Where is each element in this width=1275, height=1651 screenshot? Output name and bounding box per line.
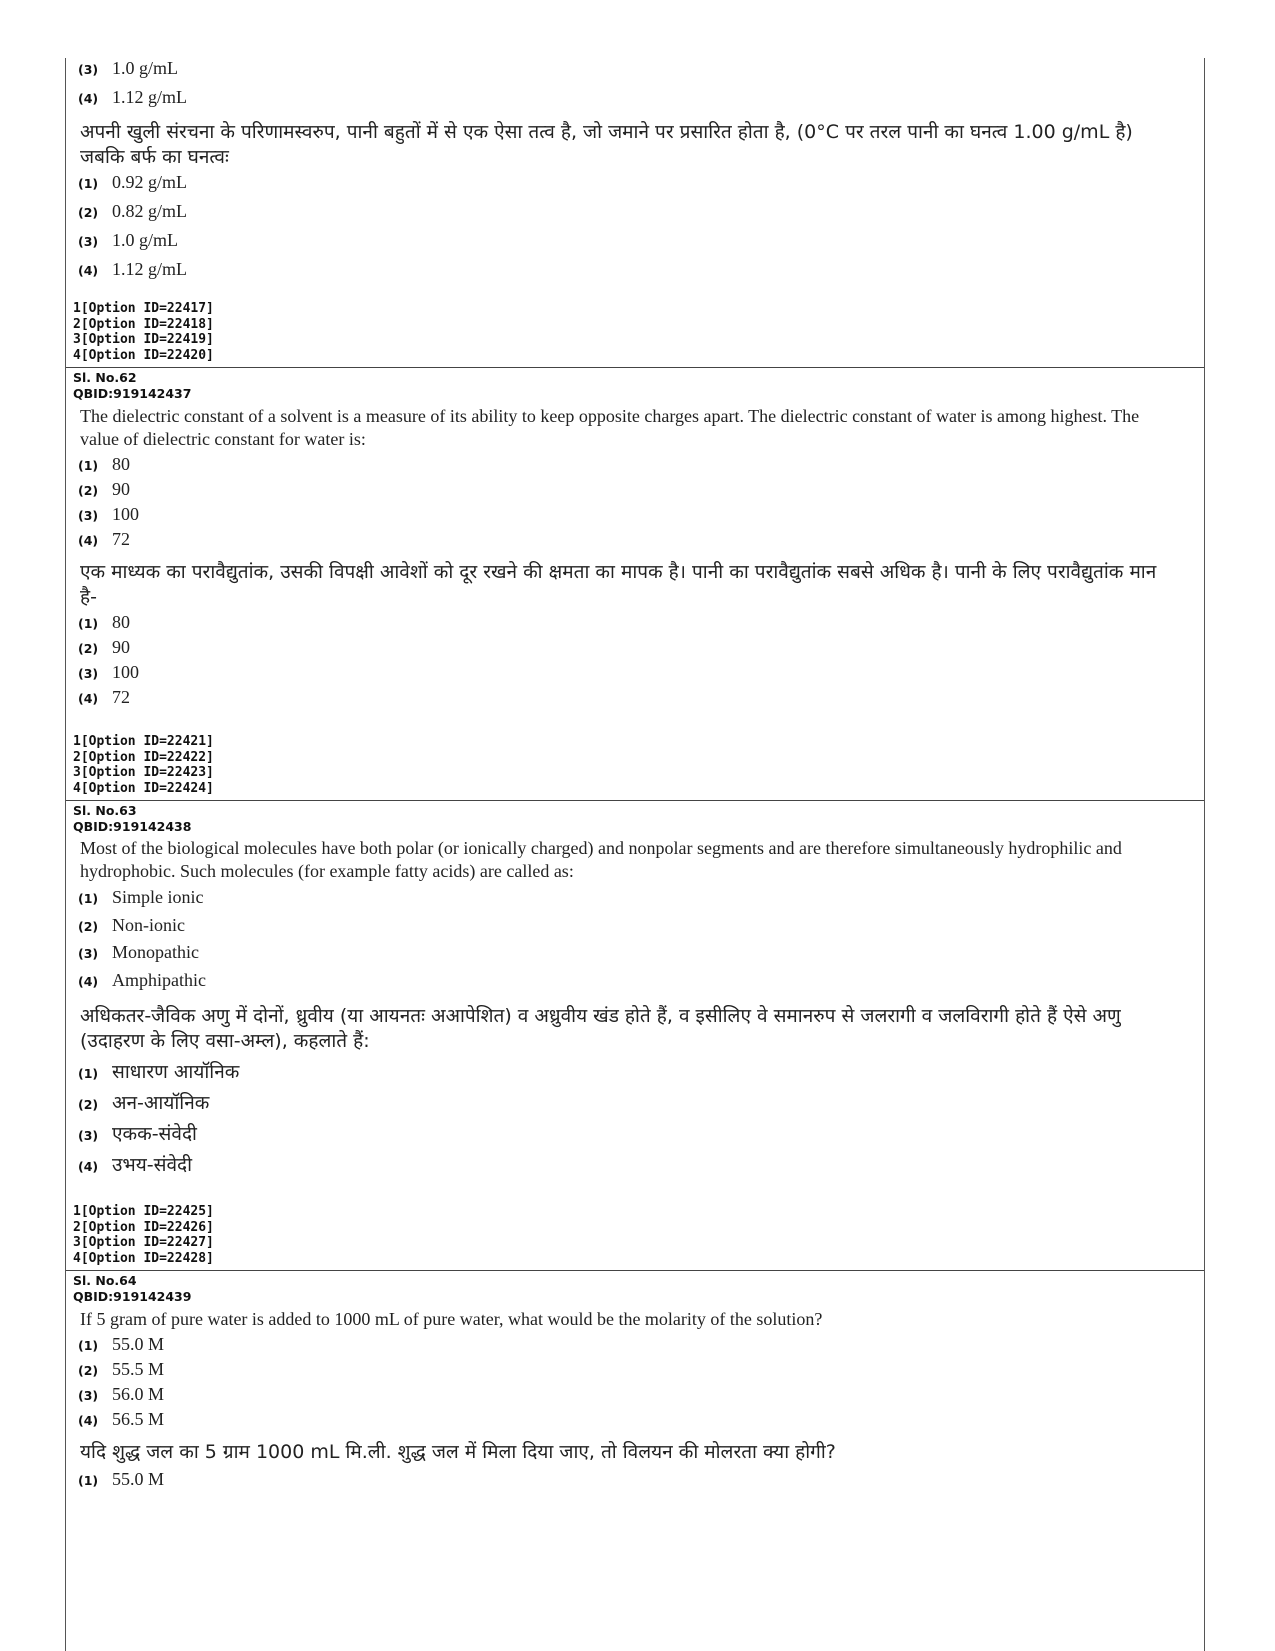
option-hi-2 xyxy=(78,1089,1204,1120)
option-hi-4 xyxy=(78,259,1204,288)
option-en-4 xyxy=(78,1409,1204,1434)
option-en-1 xyxy=(78,1334,1204,1359)
option-text: अन-आयॉनिक xyxy=(112,1092,210,1114)
option-number: (3) xyxy=(78,62,99,77)
option-text: 56.0 M xyxy=(112,1384,165,1404)
option-number: (1) xyxy=(78,1066,99,1081)
option-id-list xyxy=(73,301,1204,363)
option-en-2 xyxy=(78,479,1204,504)
serial-number: Sl. No.63 xyxy=(73,803,137,818)
question-text-hindi: यदि शुद्ध जल का 5 ग्राम 1000 mL मि.ली. शुद्ध जल में मिला दिया जाए, तो विलयन की मोलरता क्या होगी? xyxy=(80,1441,836,1463)
option-number: (3) xyxy=(78,1388,99,1403)
option-text: Non-ionic xyxy=(112,915,185,935)
option-hi-1 xyxy=(78,1058,1204,1089)
option-number: (3) xyxy=(78,508,99,523)
option-hi-4 xyxy=(78,687,1204,712)
option-text: 1.12 g/mL xyxy=(112,259,187,279)
option-hi-4 xyxy=(78,1151,1204,1182)
option-en-3 xyxy=(78,58,1204,87)
option-id: 2[Option ID=22426] xyxy=(73,1219,214,1235)
question-separator xyxy=(66,800,1204,801)
question-61-tail xyxy=(66,58,1204,288)
option-number: (2) xyxy=(78,1097,99,1112)
option-en-2 xyxy=(78,1359,1204,1384)
option-text: 1.12 g/mL xyxy=(112,87,187,107)
question-64 xyxy=(66,1273,1204,1495)
option-id: 4[Option ID=22420] xyxy=(73,347,214,363)
option-number: (4) xyxy=(78,974,99,989)
option-text: साधारण आयॉनिक xyxy=(112,1061,240,1083)
option-number: (2) xyxy=(78,919,99,934)
option-number: (1) xyxy=(78,616,99,631)
option-number: (4) xyxy=(78,1413,99,1428)
option-id: 4[Option ID=22428] xyxy=(73,1250,214,1266)
question-text-english: If 5 gram of pure water is added to 1000 mL of pure water, what would be the molarity of the solution? xyxy=(80,1309,823,1329)
option-text: 100 xyxy=(112,504,139,524)
serial-number: Sl. No.64 xyxy=(73,1273,137,1288)
option-text: 90 xyxy=(112,479,130,499)
option-id: 4[Option ID=22424] xyxy=(73,780,214,796)
option-number: (2) xyxy=(78,1363,99,1378)
option-en-4 xyxy=(78,970,1204,998)
option-number: (4) xyxy=(78,263,99,278)
option-en-3 xyxy=(78,1384,1204,1409)
question-bank-id: QBID:919142437 xyxy=(73,386,192,401)
option-number: (4) xyxy=(78,91,99,106)
option-text: 56.5 M xyxy=(112,1409,165,1429)
option-text: 0.92 g/mL xyxy=(112,172,187,192)
option-text: 72 xyxy=(112,529,130,549)
question-paper-frame xyxy=(65,58,1205,1651)
serial-number: Sl. No.62 xyxy=(73,370,137,385)
option-number: (3) xyxy=(78,946,99,961)
question-text-hindi: एक माध्यक का परावैद्युतांक, उसकी विपक्षी आवेशों को दूर रखने की क्षमता का मापक है। पानी का परावैद्युतांक सबसे अधिक है। पानी के लिए परावैद्युतांक मान है- xyxy=(80,561,1157,608)
option-number: (1) xyxy=(78,458,99,473)
option-number: (2) xyxy=(78,641,99,656)
option-en-1 xyxy=(78,454,1204,479)
option-text: 72 xyxy=(112,687,130,707)
option-number: (3) xyxy=(78,1128,99,1143)
option-id: 3[Option ID=22423] xyxy=(73,765,214,780)
option-id: 2[Option ID=22422] xyxy=(73,749,214,765)
option-id-list xyxy=(73,734,1204,796)
option-hi-3 xyxy=(78,230,1204,259)
option-text: 55.0 M xyxy=(112,1469,165,1489)
option-hi-1 xyxy=(78,612,1204,637)
option-text: 55.5 M xyxy=(112,1359,165,1379)
option-id: 3[Option ID=22419] xyxy=(73,332,214,347)
question-separator xyxy=(66,367,1204,368)
option-text: उभय-संवेदी xyxy=(112,1154,193,1176)
question-62 xyxy=(66,370,1204,712)
question-bank-id: QBID:919142438 xyxy=(73,819,192,834)
option-hi-1 xyxy=(78,172,1204,201)
option-text: 1.0 g/mL xyxy=(112,230,178,250)
question-separator xyxy=(66,1270,1204,1271)
option-number: (2) xyxy=(78,205,99,220)
option-number: (4) xyxy=(78,533,99,548)
question-text-hindi: अपनी खुली संरचना के परिणामस्वरुप, पानी बहुतों में से एक ऐसा तत्व है, जो जमाने पर प्रसारित होता है, (0°C पर तरल पानी का घनत्व 1.00 g/mL है) जबकि बर्फ का घनत्वः xyxy=(80,121,1133,168)
option-id: 1[Option ID=22417] xyxy=(73,301,214,316)
question-text-english: The dielectric constant of a solvent is a measure of its ability to keep opposite charges apart. The dielectric constant of water is among highest. The value of dielectric constant for water is: xyxy=(80,406,1140,449)
option-text: Monopathic xyxy=(112,942,199,962)
option-en-3 xyxy=(78,942,1204,970)
option-number: (3) xyxy=(78,666,99,681)
option-text: 90 xyxy=(112,637,130,657)
option-en-3 xyxy=(78,504,1204,529)
option-hi-3 xyxy=(78,662,1204,687)
option-text: 80 xyxy=(112,612,130,632)
option-text: 55.0 M xyxy=(112,1334,165,1354)
option-text: 80 xyxy=(112,454,130,474)
question-text-hindi: अधिकतर-जैविक अणु में दोनों, ध्रुवीय (या आयनतः अआपेशित) व अध्रुवीय खंड होते हैं, व इसीलिए वे समानरुप से जलरागी व जलविरागी होते हैं ऐसे अणु (उदाहरण के लिए वसा-अम्ल), कहलाते हैं: xyxy=(80,1005,1121,1052)
option-id-list xyxy=(73,1204,1204,1266)
option-number: (2) xyxy=(78,483,99,498)
option-number: (1) xyxy=(78,891,99,906)
option-text: 0.82 g/mL xyxy=(112,201,187,221)
question-bank-id: QBID:919142439 xyxy=(73,1289,192,1304)
option-hi-1 xyxy=(78,1469,1204,1495)
option-text: Amphipathic xyxy=(112,970,206,990)
option-id: 1[Option ID=22421] xyxy=(73,734,214,749)
option-number: (1) xyxy=(78,1473,99,1488)
option-number: (1) xyxy=(78,176,99,191)
option-number: (4) xyxy=(78,691,99,706)
option-number: (3) xyxy=(78,234,99,249)
option-en-4 xyxy=(78,529,1204,554)
question-63 xyxy=(66,803,1204,1182)
option-text: 1.0 g/mL xyxy=(112,58,178,78)
option-en-4 xyxy=(78,87,1204,116)
option-id: 3[Option ID=22427] xyxy=(73,1235,214,1250)
option-id: 2[Option ID=22418] xyxy=(73,316,214,332)
option-number: (1) xyxy=(78,1338,99,1353)
option-en-1 xyxy=(78,887,1204,915)
option-hi-3 xyxy=(78,1120,1204,1151)
option-id: 1[Option ID=22425] xyxy=(73,1204,214,1219)
option-text: Simple ionic xyxy=(112,887,204,907)
option-text: 100 xyxy=(112,662,139,682)
option-hi-2 xyxy=(78,201,1204,230)
option-en-2 xyxy=(78,915,1204,942)
option-hi-2 xyxy=(78,637,1204,662)
option-number: (4) xyxy=(78,1159,99,1174)
option-text: एकक-संवेदी xyxy=(112,1123,197,1145)
question-text-english: Most of the biological molecules have both polar (or ionically charged) and nonpolar segments and are therefore simultaneously hydrophilic and hydrophobic. Such molecules (for example fatty acids) are called as: xyxy=(80,838,1122,881)
